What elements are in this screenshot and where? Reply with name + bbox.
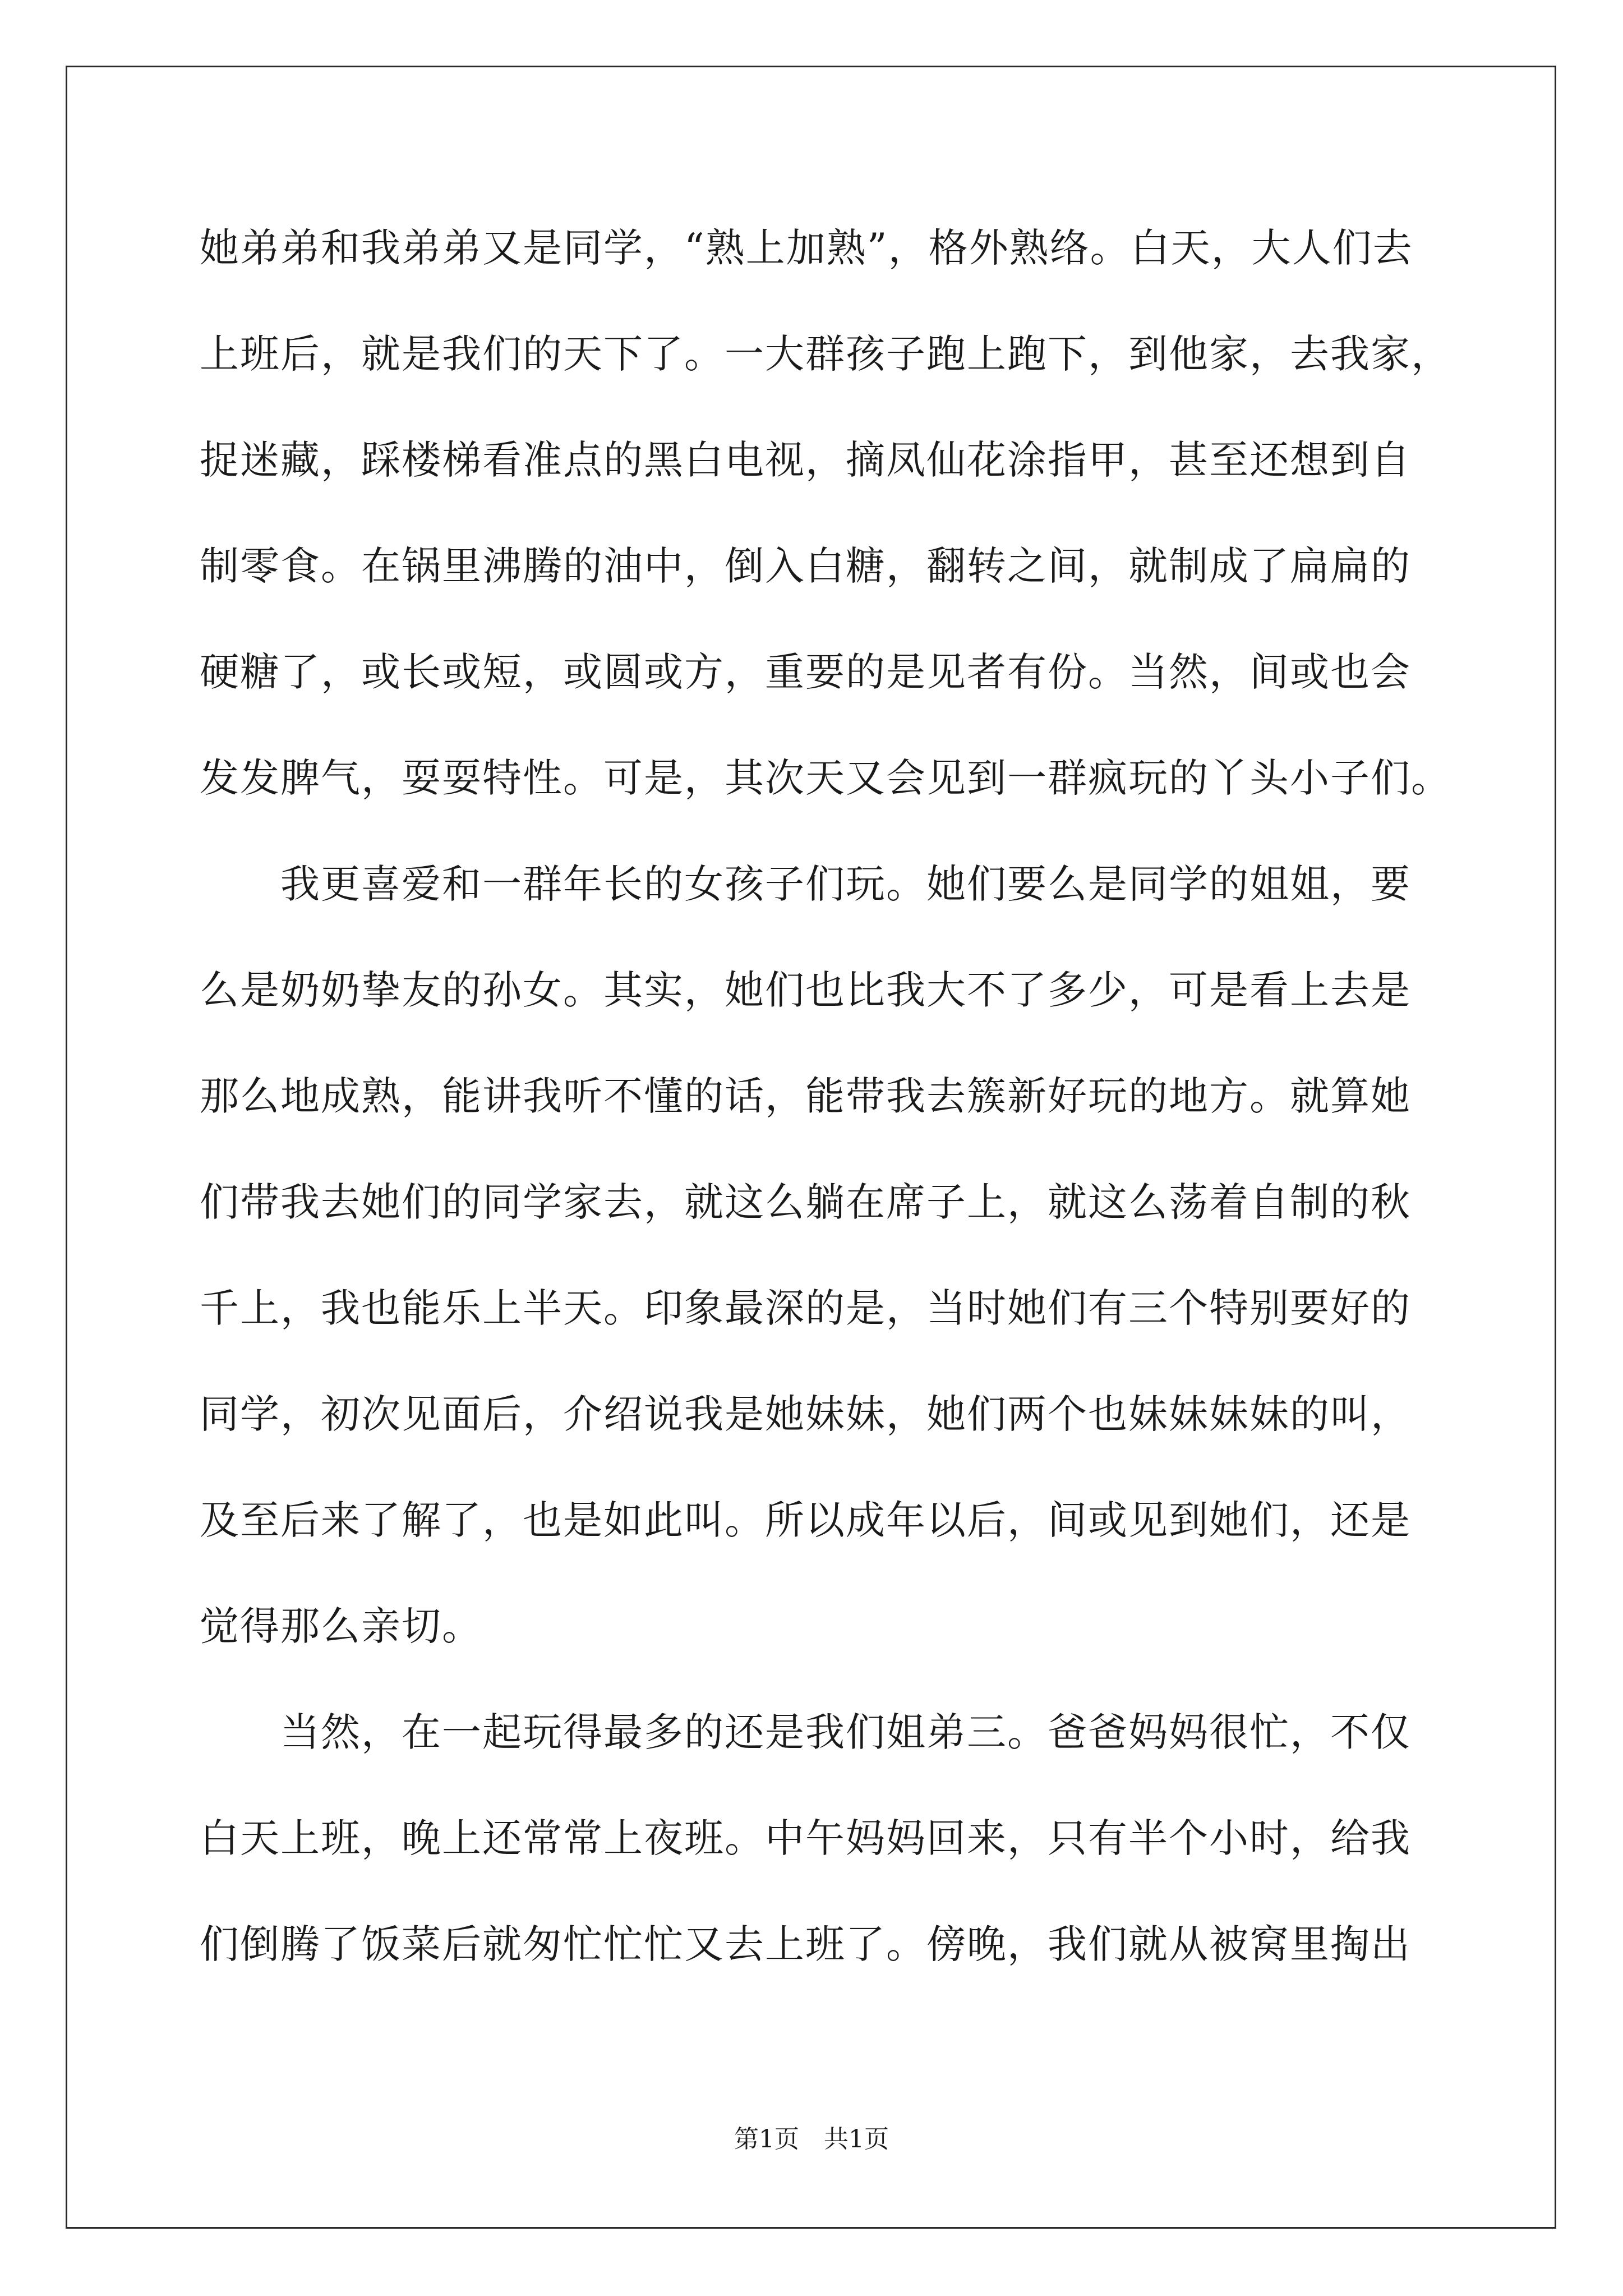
text-line: 她弟弟和我弟弟又是同学，“熟上加熟”，格外熟络。白天，大人们去	[200, 225, 1413, 271]
text-line: 同学，初次见面后，介绍说我是她妹妹，她们两个也妹妹妹妹的叫，	[200, 1391, 1411, 1437]
text-line: 么是奶奶挚友的孙女。其实，她们也比我大不了多少，可是看上去是	[200, 967, 1411, 1013]
text-line: 上班后，就是我们的天下了。一大群孩子跑上跑下，到他家，去我家，	[200, 331, 1451, 377]
text-line: 当然，在一起玩得最多的还是我们姐弟三。爸爸妈妈很忙，不仅	[200, 1709, 1411, 1755]
text-line: 捉迷藏，踩楼梯看准点的黑白电视，摘凤仙花涂指甲，甚至还想到自	[200, 437, 1411, 483]
text-line: 千上，我也能乐上半天。印象最深的是，当时她们有三个特别要好的	[200, 1285, 1411, 1331]
text-line: 我更喜爱和一群年长的女孩子们玩。她们要么是同学的姐姐，要	[200, 861, 1411, 907]
page-frame	[66, 66, 1556, 2229]
text-line: 那么地成熟，能讲我听不懂的话，能带我去簇新好玩的地方。就算她	[200, 1073, 1411, 1119]
text-line: 觉得那么亲切。	[200, 1603, 482, 1649]
text-line: 发发脾气，耍耍特性。可是，其次天又会见到一群疯玩的丫头小子们。	[200, 755, 1451, 801]
text-line: 硬糖了，或长或短，或圆或方，重要的是见者有份。当然，间或也会	[200, 649, 1411, 695]
page-footer: 第1页 共1页	[734, 2125, 889, 2154]
text-line: 制零食。在锅里沸腾的油中，倒入白糖，翻转之间，就制成了扁扁的	[200, 543, 1411, 589]
text-line: 及至后来了解了，也是如此叫。所以成年以后，间或见到她们，还是	[200, 1497, 1411, 1543]
text-line: 们带我去她们的同学家去，就这么躺在席子上，就这么荡着自制的秋	[200, 1179, 1411, 1225]
text-line: 白天上班，晚上还常常上夜班。中午妈妈回来，只有半个小时，给我	[200, 1815, 1411, 1861]
text-line: 们倒腾了饭菜后就匆忙忙忙又去上班了。傍晚，我们就从被窝里掏出	[200, 1921, 1411, 1967]
